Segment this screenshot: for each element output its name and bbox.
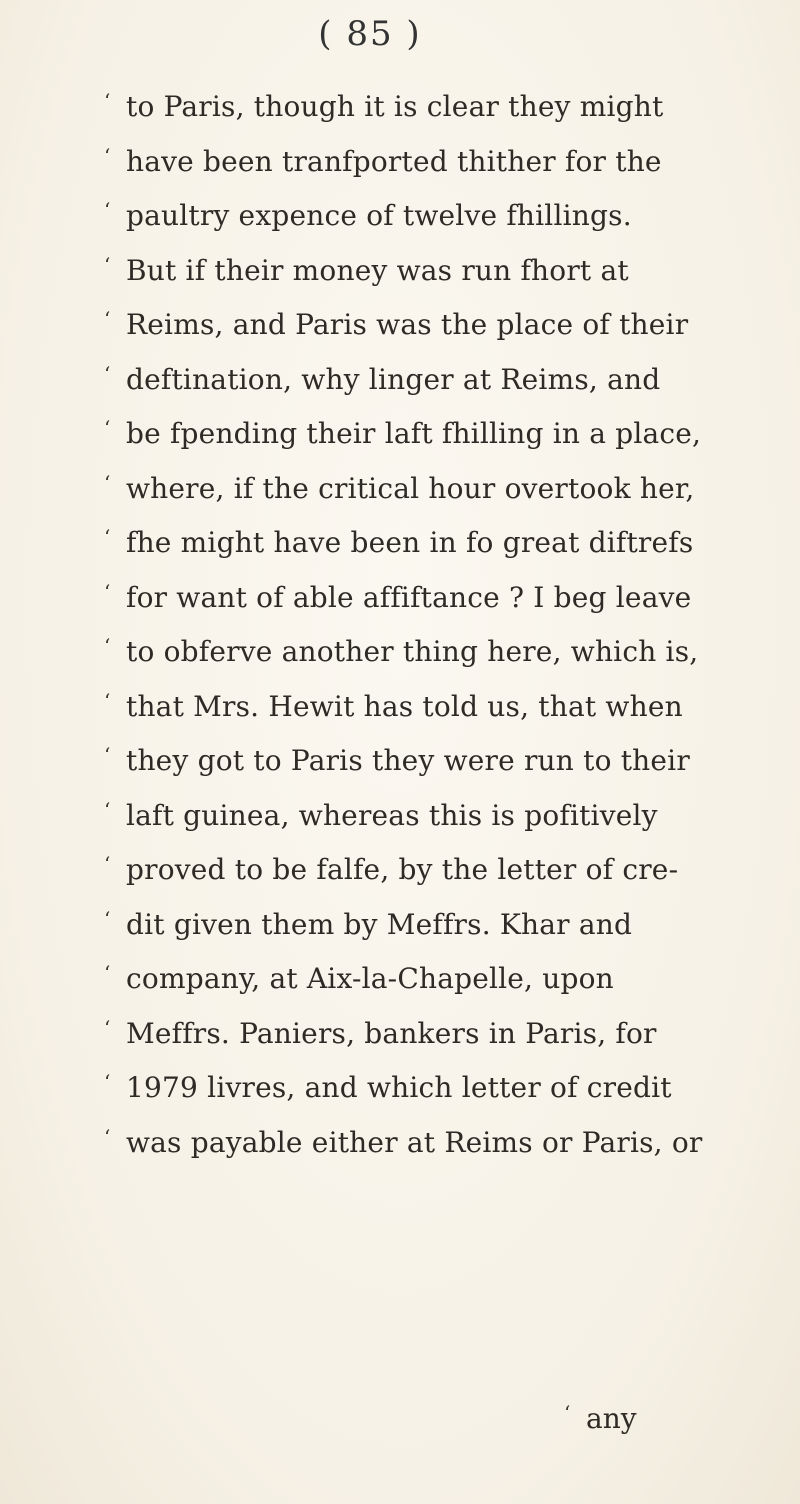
quote-mark: ‘ [104, 416, 111, 440]
quote-mark: ‘ [104, 852, 111, 876]
quote-mark: ‘ [104, 1015, 111, 1040]
text-line [104, 1061, 776, 1116]
line-text: for want of able affiftance ? I beg leave [126, 580, 692, 614]
catchword [564, 1392, 637, 1446]
quote-mark: ‘ [104, 688, 111, 713]
text-line [104, 244, 776, 299]
quote-mark: ‘ [104, 743, 111, 767]
line-text: company, at Aix-la-Chapelle, upon [126, 962, 614, 995]
line-text: paultry expence of twelve fhillings. [126, 199, 632, 232]
quote-mark: ‘ [104, 252, 111, 277]
line-text: was payable either at Reims or Paris, or [126, 1125, 703, 1159]
quote-mark: ‘ [104, 1124, 111, 1149]
text-line [104, 298, 776, 353]
quote-mark: ‘ [104, 906, 111, 931]
line-text: they got to Paris they were run to their [126, 744, 690, 777]
quote-mark: ‘ [104, 634, 111, 658]
quote-mark: ‘ [104, 797, 111, 822]
quote-mark: ‘ [564, 1401, 571, 1425]
text-line [104, 353, 776, 408]
quote-mark: ‘ [104, 470, 111, 495]
text-line [104, 789, 776, 844]
text-line [104, 680, 776, 735]
line-text: where, if the critical hour overtook her, [126, 471, 695, 505]
quote-mark: ‘ [104, 579, 111, 604]
text-line [104, 734, 776, 789]
line-text: deftination, why linger at Reims, and [126, 362, 661, 396]
text-line [104, 952, 776, 1007]
quote-mark: ‘ [104, 307, 111, 331]
text-line [104, 1116, 776, 1171]
quote-mark: ‘ [104, 361, 111, 386]
text-line [104, 189, 776, 244]
line-text: to obferve another thing here, which is, [126, 635, 699, 668]
text-line [104, 462, 776, 517]
quote-mark: ‘ [104, 89, 111, 113]
line-text: be fpending their laft fhilling in a place, [126, 417, 702, 450]
line-text: fhe might have been in fo great diftrefs [126, 526, 694, 559]
page-number: ( 85 ) [318, 14, 422, 54]
text-line [104, 135, 776, 190]
line-text: have been tranfported thither for the [126, 144, 662, 178]
line-text: that Mrs. Hewit has told us, that when [126, 689, 683, 723]
line-text: Reims, and Paris was the place of their [126, 308, 689, 341]
line-text: to Paris, though it is clear they might [126, 90, 664, 123]
quote-mark: ‘ [104, 143, 111, 168]
quote-mark: ‘ [104, 198, 111, 222]
text-line [104, 625, 776, 680]
line-text: proved to be falfe, by the letter of cre- [126, 853, 679, 886]
text-line [104, 1007, 776, 1062]
quote-mark: ‘ [104, 525, 111, 549]
text-line [104, 571, 776, 626]
text-body [104, 80, 776, 1170]
line-text: Meffrs. Paniers, bankers in Paris, for [126, 1016, 657, 1050]
line-text: But if their money was run fhort at [126, 253, 629, 287]
text-line [104, 898, 776, 953]
catchword-text: any [586, 1402, 637, 1435]
line-text: 1979 livres, and which letter of credit [126, 1071, 672, 1104]
text-line [104, 516, 776, 571]
line-text: dit given them by Meffrs. Khar and [126, 907, 633, 941]
text-line [104, 407, 776, 462]
text-line [104, 80, 776, 135]
quote-mark: ‘ [104, 961, 111, 985]
line-text: laft guinea, whereas this is pofitively [126, 798, 658, 832]
quote-mark: ‘ [104, 1070, 111, 1094]
text-line [104, 843, 776, 898]
